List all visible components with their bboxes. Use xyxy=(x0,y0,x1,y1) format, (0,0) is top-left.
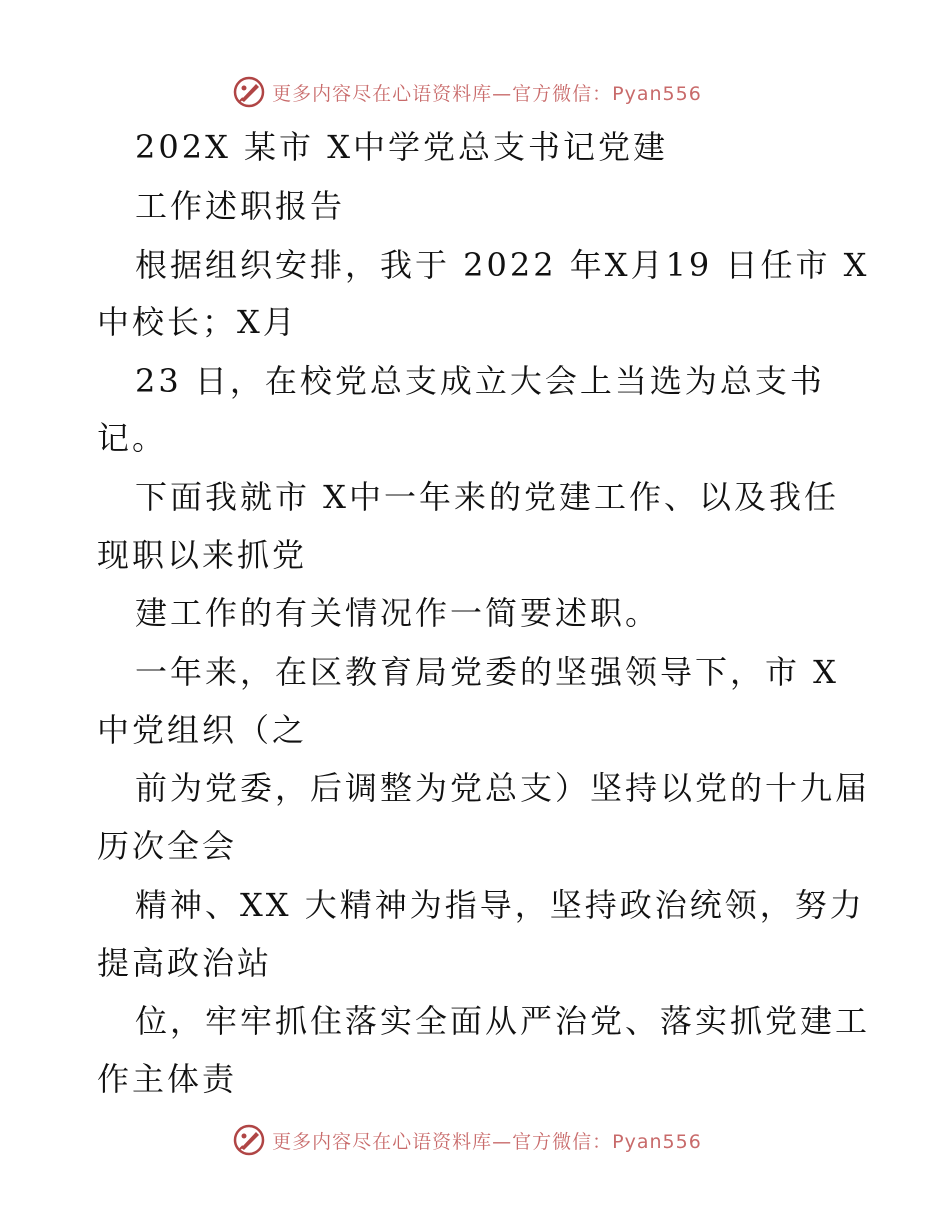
doc-title-line-2: 工作述职报告 xyxy=(135,187,346,225)
doc-line: 下面我就市 X中一年来的党建工作、以及我任 xyxy=(135,478,839,516)
doc-line: 记。 xyxy=(97,419,168,457)
doc-line: 提高政治站 xyxy=(97,944,273,982)
watermark-header xyxy=(0,72,950,112)
doc-line: 现职以来抓党 xyxy=(97,536,308,574)
doc-line: 中校长；X月 xyxy=(97,303,298,341)
doc-line: 中党组织（之 xyxy=(97,711,308,749)
quill-pen-logo-icon xyxy=(232,1123,266,1157)
doc-line: 精神、XX 大精神为指导，坚持政治统领，努力 xyxy=(135,886,865,924)
doc-line: 建工作的有关情况作一简要述职。 xyxy=(135,594,661,632)
doc-title-line-1: 202X 某市 X中学党总支书记党建 xyxy=(135,128,668,166)
doc-line: 位，牢牢抓住落实全面从严治党、落实抓党建工 xyxy=(135,1002,871,1040)
watermark-text: 更多内容尽在心语资料库—官方微信：Pyan556 xyxy=(272,1130,702,1153)
doc-line: 根据组织安排，我于 2022 年X月19 日任市 X xyxy=(135,246,870,284)
watermark-text: 更多内容尽在心语资料库—官方微信：Pyan556 xyxy=(272,82,702,105)
doc-line: 23 日，在校党总支成立大会上当选为总支书 xyxy=(135,362,825,400)
doc-line: 前为党委，后调整为党总支）坚持以党的十九届 xyxy=(135,769,871,807)
quill-pen-logo-icon xyxy=(232,75,266,109)
watermark-footer xyxy=(0,1120,950,1160)
doc-line: 作主体责 xyxy=(97,1060,238,1098)
doc-line: 一年来，在区教育局党委的坚强领导下，市 X xyxy=(135,653,839,691)
doc-line: 历次全会 xyxy=(97,827,238,865)
